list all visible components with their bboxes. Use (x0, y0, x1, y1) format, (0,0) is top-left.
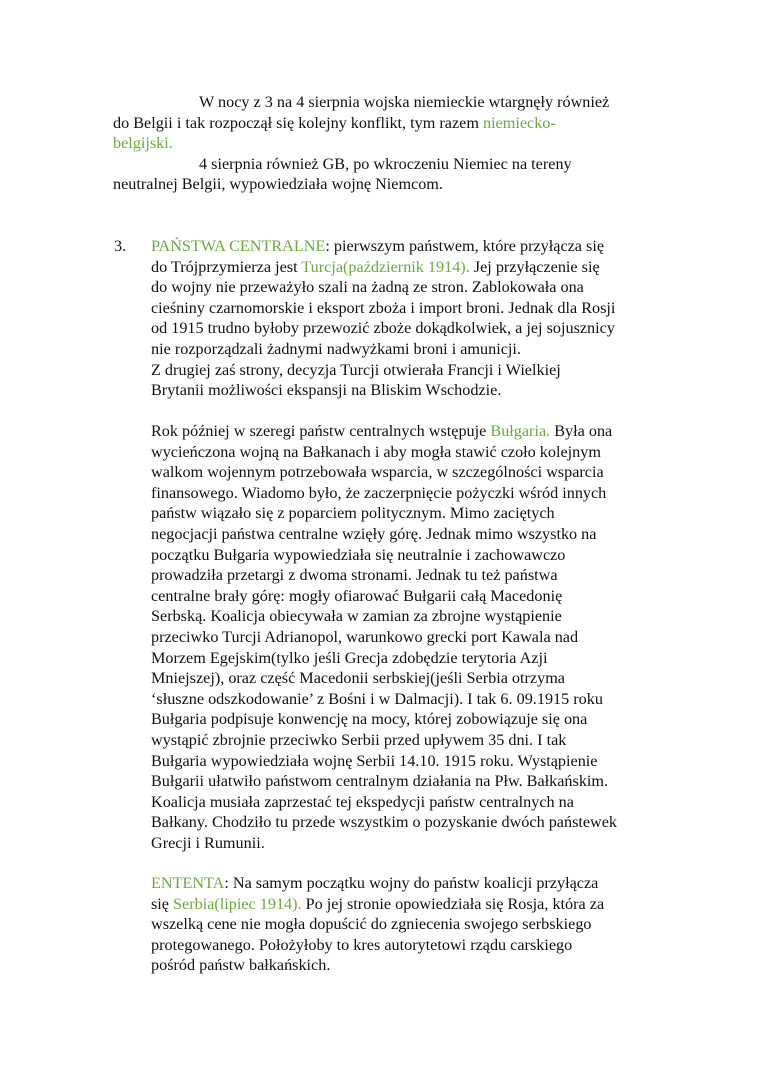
text-line (151, 503, 555, 524)
text-span: Jej przyłączenie się (469, 257, 600, 276)
text-span: W nocy z 3 na 4 sierpnia wojska niemieckie wtargnęły również (199, 93, 610, 111)
text-line (151, 565, 558, 586)
text-line (151, 257, 600, 278)
text-line (151, 442, 601, 463)
text-line (151, 668, 565, 689)
text-line (151, 894, 604, 915)
text-line (151, 771, 608, 792)
highlighted-term: ENTENTA (151, 874, 225, 892)
highlighted-term: niemiecko- (482, 113, 556, 132)
text-line (151, 380, 501, 401)
text-line (151, 360, 561, 381)
text-line (151, 586, 562, 607)
text-span: do wojny nie przeważyło szali na żadną ze stron. Zablokowała ona (151, 278, 584, 297)
text-span: Była ona (550, 422, 613, 440)
text-span: się (151, 894, 174, 913)
text-span: ‘słuszne odszkodowanie’ z Bośni i w Dalmacji). I tak 6. 09.1915 roku (151, 689, 603, 708)
text-span: nie rozporządzali żadnymi nadwyżkami broni i amunicji. (151, 340, 521, 358)
text-line (151, 545, 565, 566)
text-line (151, 462, 604, 483)
text-span: protegowanego. Położyłoby to kres autorytetowi rządu carskiego (151, 935, 573, 954)
text-span: Bułgaria podpisuje konwencję na mocy, której zobowiązuje się ona (151, 710, 588, 729)
highlighted-term: Bułgaria. (490, 422, 551, 440)
text-span: Koalicja musiała zaprzestać tej ekspedycji państw centralnych na (151, 792, 574, 811)
text-line (199, 154, 572, 175)
text-line (151, 648, 547, 669)
text-line (151, 709, 587, 730)
text-span: wystąpić zbrojnie przeciwko Serbii przed upływem 35 dni. I tak (151, 731, 567, 749)
text-span: Bułgaria wypowiedziała wojnę Serbii 14.10. 1915 roku. Wystąpienie (151, 751, 598, 770)
text-line (151, 483, 606, 504)
text-span: : Na samym początku wojny do państw koalicji przyłącza (224, 874, 599, 892)
text-span: początku Bułgaria wypowiedziała się neutralnie i zachowawczo (151, 545, 566, 564)
text-line (151, 421, 612, 442)
text-line (113, 133, 173, 154)
text-line (151, 751, 597, 772)
text-span: neutralnej Belgii, wypowiedziała wojnę Niemcom. (113, 175, 443, 194)
text-span: Brytanii możliwości ekspansji na Bliskim Wschodzie. (151, 381, 502, 400)
text-span: finansowego. Wiadomo było, że zaczerpnięcie pożyczki wśród innych (151, 483, 607, 502)
text-span: 4 sierpnia również GB, po wkroczeniu Niemiec na tereny (199, 154, 572, 173)
text-span: państw wiązało się z poparciem politycznym. Mimo zaciętych (151, 504, 555, 523)
text-span: centralne brały górę: mogły ofiarować Bułgarii całą Macedonię (151, 586, 563, 605)
highlighted-term: belgijski. (113, 134, 173, 153)
text-span: negocjacji państwa centralne wzięły górę. Jednak mimo wszystko na (151, 525, 597, 543)
section-number: 3. (114, 237, 127, 255)
text-span: prowadziła przetargi z dwoma stronami. Jednak tu też państwa (151, 566, 558, 585)
text-line (151, 606, 562, 627)
text-line (151, 873, 598, 894)
highlighted-term: Turcja(październik 1914). (301, 257, 470, 276)
text-span: od 1915 trudno byłoby przewozić zboże dokądkolwiek, a jej sojusznicy (151, 319, 615, 338)
text-line (113, 113, 556, 134)
text-span: Bułgarii ułatwiło państwom centralnym działania na Płw. Bałkańskim. (151, 772, 609, 791)
highlighted-term: Serbia(lipiec 1914). (173, 894, 302, 913)
text-line (151, 627, 578, 648)
text-line (151, 524, 596, 545)
text-line (151, 339, 521, 360)
text-span: walkom wojennym potrzebowała wsparcia, w szczególności wsparcia (151, 463, 604, 482)
highlighted-term: PAŃSTWA CENTRALNE (151, 237, 326, 255)
text-line (151, 914, 592, 935)
text-line (151, 833, 265, 854)
text-line (199, 92, 609, 113)
text-line (151, 730, 566, 751)
text-line (151, 277, 584, 298)
text-span: Bałkany. Chodziło tu przede wszystkim o pozyskanie dwóch państewek (151, 813, 618, 832)
text-line (151, 236, 604, 257)
text-line (151, 318, 615, 339)
text-span: cieśniny czarnomorskie i eksport zboża i import broni. Jednak dla Rosji (151, 298, 616, 317)
text-line (151, 298, 615, 319)
text-line (151, 689, 603, 710)
text-span: Po jej stronie opowiedziała się Rosja, która za (301, 894, 605, 913)
text-span: do Belgii i tak rozpoczął się kolejny konflikt, tym razem (113, 113, 483, 132)
text-span: pośród państw bałkańskich. (151, 956, 331, 975)
text-span: do Trójprzymierza jest (151, 257, 302, 276)
text-span: : pierwszym państwem, które przyłącza się (325, 237, 605, 255)
text-span: Morzem Egejskim(tylko jeśli Grecja zdobędzie terytoria Azji (151, 648, 548, 667)
text-span: Grecji i Rumunii. (151, 834, 265, 852)
text-span: wycieńczona wojną na Bałkanach i aby mogła stawić czoło kolejnym (151, 442, 601, 461)
text-line (113, 174, 443, 195)
text-line (151, 812, 617, 833)
text-span: Mniejszej), oraz część Macedonii serbskiej(jeśli Serbia otrzyma (151, 669, 565, 688)
text-line (151, 955, 330, 976)
text-span: Serbską. Koalicja obiecywała w zamian za zbrojne wystąpienie (151, 607, 562, 626)
text-span: Z drugiej zaś strony, decyzja Turcji otwierała Francji i Wielkiej (151, 360, 561, 379)
text-line (151, 935, 572, 956)
text-span: Rok później w szeregi państw centralnych wstępuje (151, 422, 491, 440)
text-span: przeciwko Turcji Adrianopol, warunkowo grecki port Kawala nad (151, 628, 579, 646)
text-line (151, 792, 574, 813)
text-span: wszelką cene nie mogła dopuścić do zgniecenia swojego serbskiego (151, 915, 592, 934)
